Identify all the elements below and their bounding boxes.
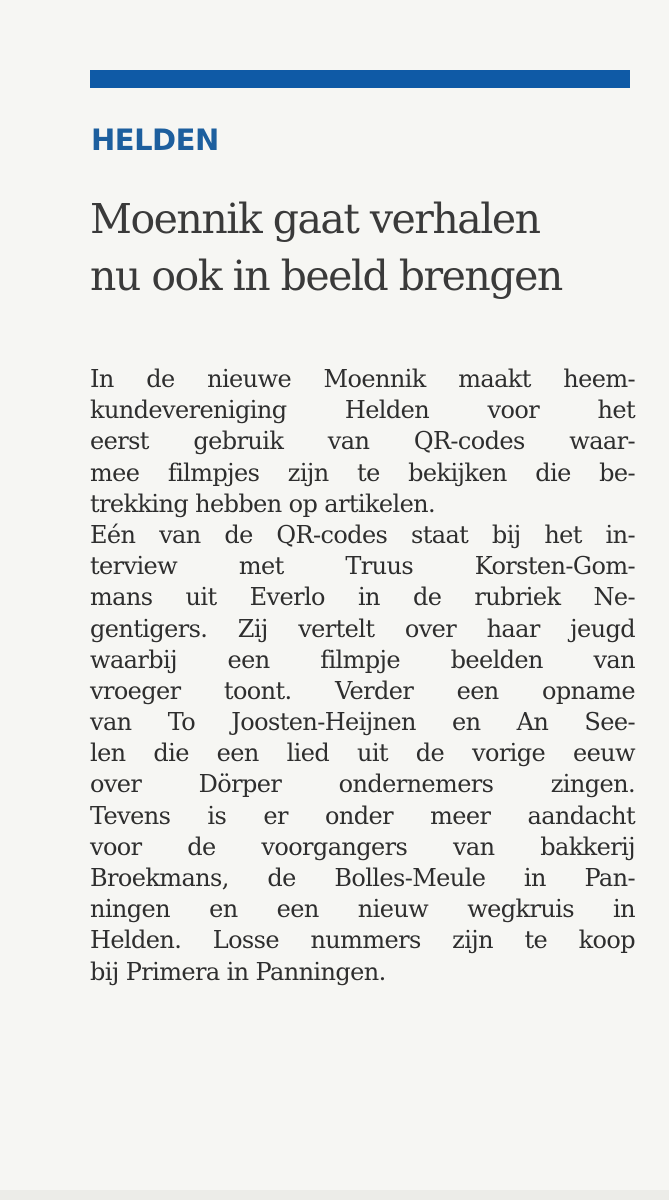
body-line: mee filmpjes zijn te bekijken die be- [90, 458, 635, 487]
body-line: eerst gebruik van QR-codes waar- [90, 427, 635, 456]
body-line: Eén van de QR-codes staat bij het in- [90, 520, 635, 549]
body-line: len die een lied uit de vorige eeuw [90, 739, 635, 768]
headline-line: Moennik gaat verhalen [90, 195, 540, 243]
body-line: voor de voorgangers van bakkerij [90, 832, 635, 861]
body-line: In de nieuwe Moennik maakt heem- [90, 365, 635, 393]
section-rule [90, 70, 630, 88]
body-line: vroeger toont. Verder een opname [90, 676, 635, 705]
body-line: gentigers. Zij vertelt over haar jeugd [90, 614, 635, 643]
body-line: mans uit Everlo in de rubriek Ne- [90, 583, 635, 612]
article-kicker: HELDEN [91, 123, 219, 157]
article-body [90, 364, 635, 988]
body-line: terview met Truus Korsten-Gom- [90, 552, 635, 581]
headline-line: nu ook in beeld brengen [90, 252, 562, 300]
body-line: trekking hebben op artikelen. [90, 489, 436, 518]
article-headline [90, 191, 650, 305]
body-line: Helden. Losse nummers zijn te koop [90, 926, 635, 955]
body-line: bij Primera in Panningen. [90, 957, 386, 986]
body-line: van To Joosten-Heijnen en An See- [90, 708, 635, 737]
body-line: Tevens is er onder meer aandacht [90, 801, 635, 830]
body-line: waarbij een filmpje beelden van [90, 645, 635, 674]
clipped-text-fragment [92, 0, 512, 8]
page-edge [0, 1190, 669, 1200]
body-line: Broekmans, de Bolles-Meule in Pan- [90, 864, 635, 892]
body-line: kundevereniging Helden voor het [90, 396, 635, 425]
body-line: ningen en een nieuw wegkruis in [90, 895, 635, 924]
body-line: over Dörper ondernemers zingen. [90, 770, 635, 799]
